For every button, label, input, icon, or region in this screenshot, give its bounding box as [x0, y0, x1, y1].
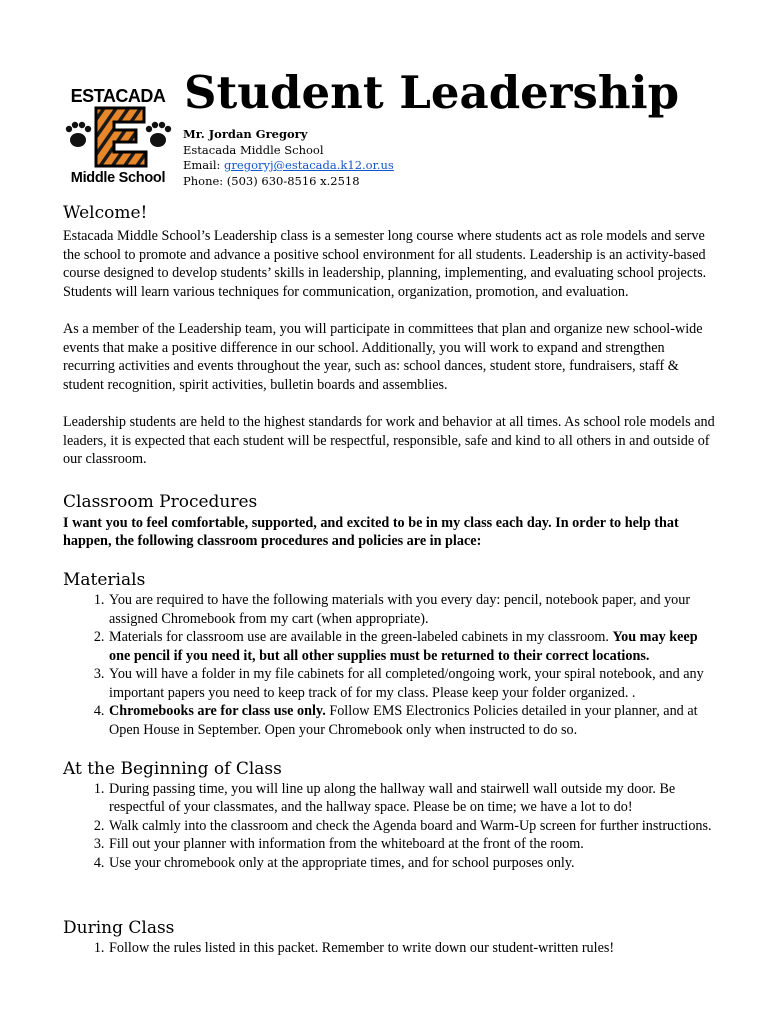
teacher-name: Mr. Jordan Gregory [183, 127, 308, 141]
during-list [63, 939, 711, 958]
text-line: events that make a positive difference in our school. Additionally, you will work to expand and strengthen [63, 339, 665, 356]
list-item [108, 591, 711, 628]
list-item [108, 780, 711, 817]
materials-list [63, 591, 711, 740]
text-line: Leadership students are held to the highest standards for work and behavior at all times. As school role models and [63, 413, 715, 430]
text-line: Estacada Middle School’s Leadership class is a semester long course where students act as role models and serve [63, 228, 705, 244]
school-logo [62, 78, 174, 190]
list-item [108, 628, 711, 665]
text-line: Materials for classroom use are available in the green-labeled cabinets in my classroom. [109, 629, 613, 646]
text-line: respectful of your classmates, and the hallway space. Please be on time; we have a lot to do! [109, 799, 633, 816]
text-line: our classroom. [63, 451, 147, 468]
text-line: As a member of the Leadership team, you will participate in committees that plan and organize new school-wide [63, 320, 703, 337]
during-heading: During Class [63, 917, 175, 938]
text-line: You are required to have the following materials with you every day: pencil, notebook paper, and your [109, 591, 691, 608]
email-link[interactable]: gregoryj@estacada.k12.or.us [224, 158, 394, 172]
procedures-intro [63, 514, 711, 551]
list-item: 2. Walk calmly into the classroom and check the Agenda board and Warm-Up screen for further instructions. [108, 817, 711, 836]
text-line: leaders, it is expected that each student will be respectful, responsible, safe and kind to all others in and outside of [63, 432, 710, 449]
welcome-paragraph-3 [63, 413, 715, 469]
welcome-paragraph-1 [63, 227, 711, 301]
list-item [108, 702, 711, 739]
school-name: Estacada Middle School [183, 142, 324, 157]
text-line: happen, the following classroom procedures and policies are in place: [63, 533, 482, 550]
text-line: You will have a folder in my file cabinets for all completed/ongoing work, your spiral notebook, and any [109, 666, 704, 683]
email-label: Email: [183, 158, 221, 172]
procedures-heading: Classroom Procedures [63, 491, 258, 512]
materials-heading: Materials [63, 569, 146, 590]
list-item: 4. Use your chromebook only at the appropriate times, and for school purposes only. [108, 854, 711, 873]
list-item: 1. Follow the rules listed in this packet. Remember to write down our student-written rules! [108, 939, 711, 958]
welcome-heading: Welcome! [63, 203, 148, 223]
text-line: course designed to develop students’ skills in leadership, planning, implementing, and evaluating school projects. [63, 265, 707, 282]
text-line: Open House in September. Open your Chromebook only when instructed to do so. [109, 722, 578, 739]
logo-top-text: ESTACADA [70, 86, 166, 106]
bold-text: Chromebooks are for class use only. [109, 703, 326, 720]
bold-text: You may keep [612, 629, 698, 646]
contact-block [183, 127, 394, 189]
beginning-heading: At the Beginning of Class [63, 758, 282, 779]
text-line: recurring activities and events throughout the year, such as: school dances, student store, fundraisers, staff & [63, 358, 679, 375]
text-line: Students will learn various techniques for communication, organization, promotion, and evaluation. [63, 283, 629, 300]
text-line: During passing time, you will line up along the hallway wall and stairwell wall outside my door. Be [109, 780, 676, 797]
bold-text: one pencil if you need it, but all other supplies must be returned to their correct locations. [109, 647, 650, 664]
text-line: student recognition, spirit activities, bulletin boards and assemblies. [63, 376, 448, 393]
beginning-list [63, 780, 711, 873]
list-item [108, 665, 711, 702]
document-body [63, 202, 715, 957]
page-title: Student Leadership [184, 66, 680, 119]
text-line: Follow EMS Electronics Policies detailed in your planner, and at [325, 703, 698, 720]
logo-bottom-text: Middle School [70, 170, 166, 186]
list-item: 3. Fill out your planner with information from the whiteboard at the front of the room. [108, 835, 711, 854]
text-line: important papers you need to keep track of for my class. Please keep your folder organized. . [109, 684, 636, 701]
text-line: the school to promote and advance a positive school environment for all students. Leadership is an activity-based [63, 246, 706, 263]
phone-line: Phone: (503) 630-8516 x.2518 [183, 173, 360, 188]
welcome-paragraph-2 [63, 320, 711, 394]
text-line: I want you to feel comfortable, supported, and excited to be in my class each day. In order to help that [63, 514, 679, 531]
text-line: assigned Chromebook from my cart (when appropriate). [109, 610, 429, 627]
email-line [183, 158, 394, 174]
